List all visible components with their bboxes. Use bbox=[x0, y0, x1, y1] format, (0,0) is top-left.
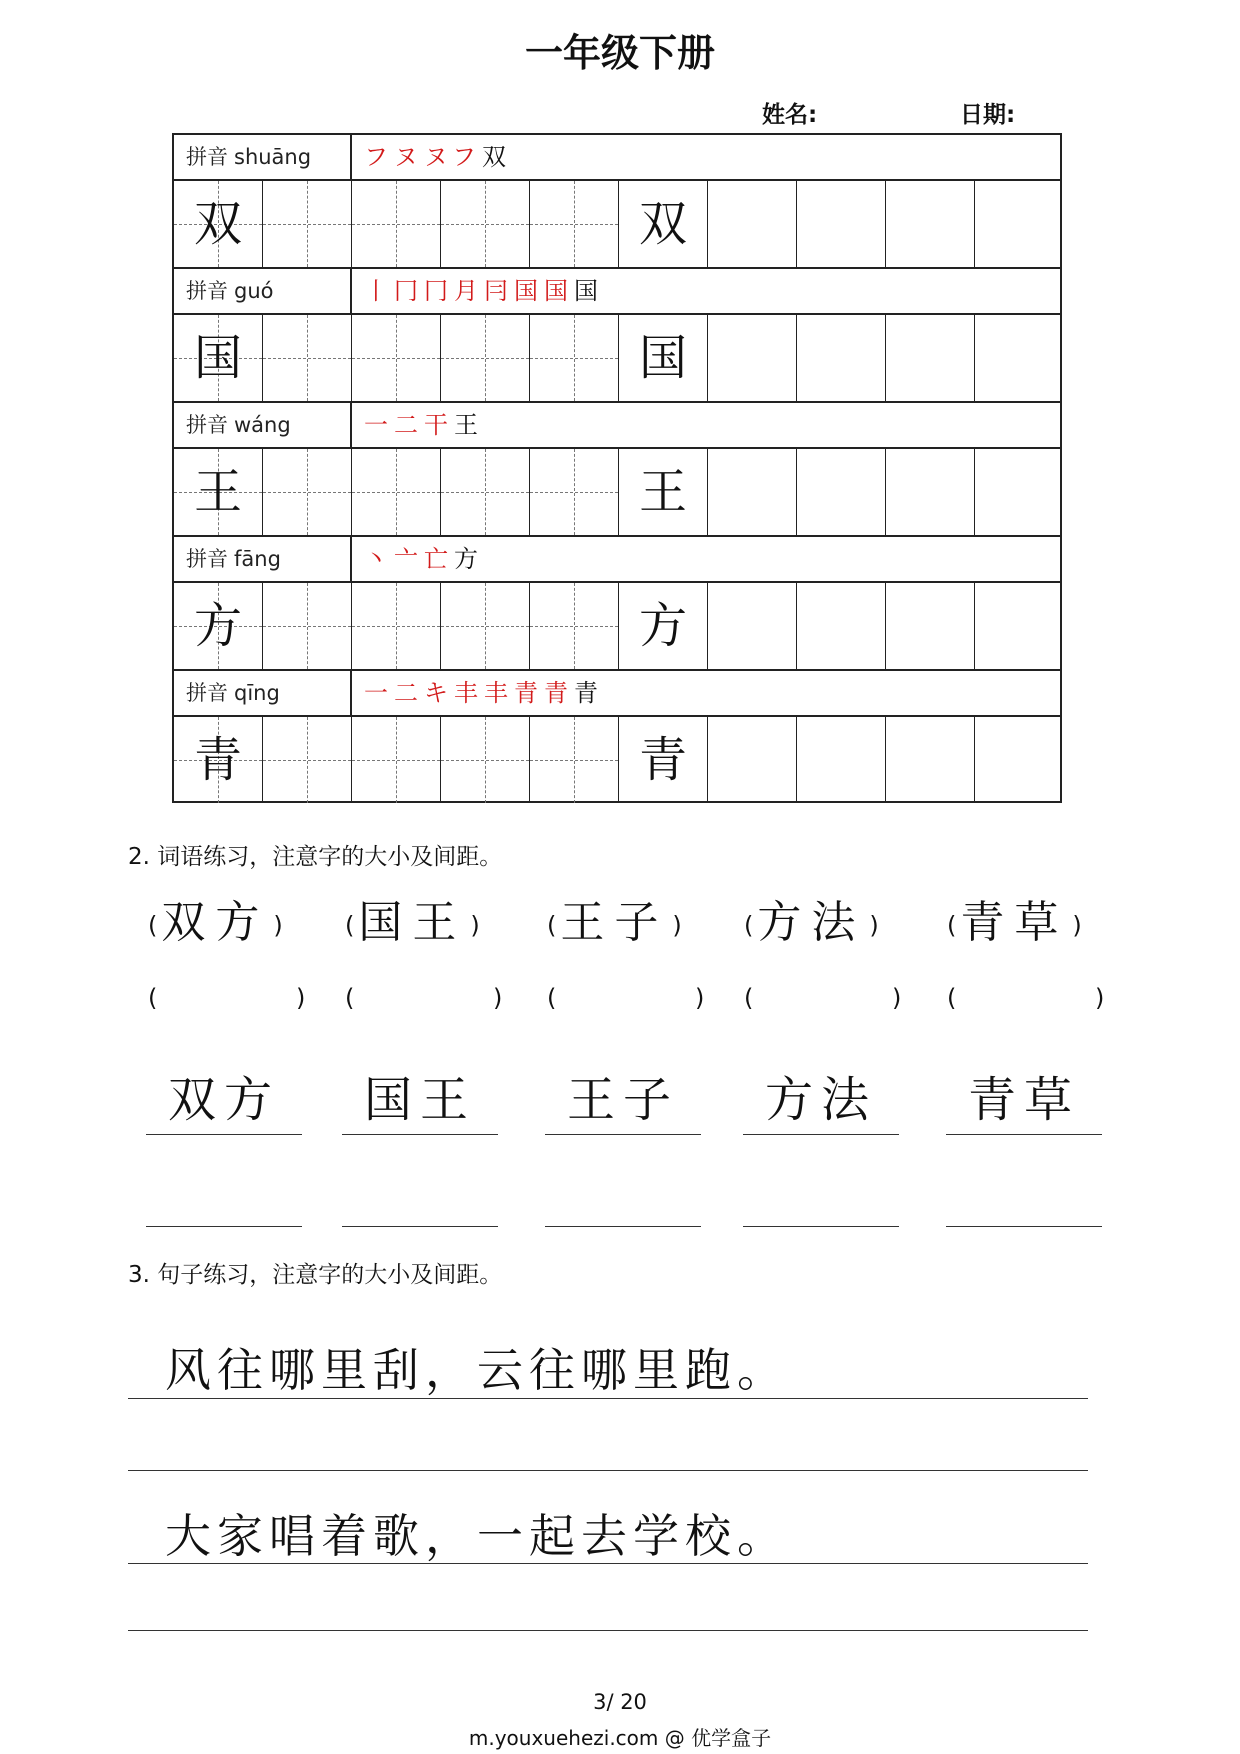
word-with-parens bbox=[148, 886, 283, 950]
word-model: 国王 bbox=[363, 1072, 476, 1128]
writing-cell bbox=[530, 583, 619, 669]
paren-close: ) bbox=[1072, 911, 1082, 940]
word-text: 双方 bbox=[161, 897, 270, 948]
stroke-step: 丶 bbox=[364, 545, 392, 573]
writing-cell bbox=[886, 181, 975, 267]
model-character: 青 bbox=[638, 732, 687, 788]
pinyin-value: guó bbox=[234, 279, 274, 303]
writing-cell bbox=[352, 717, 441, 803]
trace-char-cell bbox=[619, 315, 708, 401]
paren-open: ( bbox=[345, 911, 355, 940]
writing-cell bbox=[975, 181, 1064, 267]
writing-cell bbox=[352, 583, 441, 669]
pinyin-value: wáng bbox=[234, 413, 291, 437]
stroke-step: 丨 bbox=[364, 277, 392, 305]
writing-line bbox=[743, 1226, 899, 1227]
paren-close: ) bbox=[493, 984, 503, 1012]
writing-line bbox=[128, 1630, 1088, 1631]
pinyin-label: 拼音 bbox=[186, 547, 228, 571]
writing-cell bbox=[441, 315, 530, 401]
pinyin-value: shuāng bbox=[234, 145, 312, 169]
writing-line bbox=[146, 1226, 302, 1227]
paren-close: ) bbox=[470, 911, 480, 940]
writing-line bbox=[946, 1134, 1102, 1135]
writing-row bbox=[172, 179, 1062, 267]
model-character: 双 bbox=[193, 196, 242, 252]
writing-line bbox=[743, 1134, 899, 1135]
paren-open: ( bbox=[744, 984, 754, 1012]
character-practice-table bbox=[172, 133, 1062, 803]
writing-cell bbox=[708, 315, 797, 401]
writing-cell bbox=[975, 315, 1064, 401]
sentence-model: 风往哪里刮，云往哪里跑。 bbox=[165, 1343, 789, 1397]
stroke-step: フ bbox=[364, 143, 392, 171]
word-with-parens bbox=[947, 886, 1082, 950]
pinyin-cell bbox=[174, 135, 352, 179]
writing-cell bbox=[886, 449, 975, 535]
trace-char-cell bbox=[619, 717, 708, 803]
name-label: 姓名: bbox=[762, 102, 818, 128]
paren-close: ) bbox=[1095, 984, 1105, 1012]
word-model: 王子 bbox=[566, 1072, 679, 1128]
section3-title: 3. 句子练习，注意字的大小及间距。 bbox=[128, 1262, 503, 1288]
writing-cell bbox=[975, 717, 1064, 803]
stroke-step: 王 bbox=[454, 411, 482, 439]
model-char-cell bbox=[174, 449, 263, 535]
stroke-step: 二 bbox=[394, 679, 422, 707]
writing-cell bbox=[441, 717, 530, 803]
writing-cell bbox=[708, 181, 797, 267]
stroke-step: 青 bbox=[514, 679, 542, 707]
stroke-step: 冂 bbox=[394, 277, 422, 305]
paren-close: ) bbox=[672, 911, 682, 940]
stroke-step: 双 bbox=[482, 143, 510, 171]
stroke-step: 丰 bbox=[454, 679, 482, 707]
paren-open: ( bbox=[345, 984, 355, 1012]
writing-cell bbox=[263, 717, 352, 803]
writing-cell bbox=[530, 449, 619, 535]
stroke-step: 青 bbox=[544, 679, 572, 707]
writing-cell bbox=[708, 583, 797, 669]
writing-cell bbox=[263, 583, 352, 669]
writing-cell bbox=[352, 315, 441, 401]
model-character: 国 bbox=[193, 330, 242, 386]
paren-open: ( bbox=[947, 984, 957, 1012]
stroke-step: ヌ bbox=[394, 143, 422, 171]
writing-cell bbox=[886, 315, 975, 401]
stroke-order bbox=[364, 537, 484, 581]
writing-cell bbox=[797, 583, 886, 669]
word-with-parens bbox=[744, 886, 879, 950]
writing-cell bbox=[886, 717, 975, 803]
word-text: 王子 bbox=[560, 897, 669, 948]
paren-close: ) bbox=[869, 911, 879, 940]
model-character: 方 bbox=[638, 598, 687, 654]
writing-cell bbox=[886, 583, 975, 669]
stroke-step: 一 bbox=[364, 679, 392, 707]
writing-cell bbox=[441, 583, 530, 669]
sentence-model: 大家唱着歌，一起去学校。 bbox=[165, 1509, 789, 1563]
model-character: 青 bbox=[193, 732, 242, 788]
pinyin-label: 拼音 bbox=[186, 413, 228, 437]
stroke-step: 方 bbox=[454, 545, 482, 573]
word-model: 双方 bbox=[167, 1072, 280, 1128]
stroke-step: 国 bbox=[574, 277, 602, 305]
paren-open: ( bbox=[148, 984, 158, 1012]
writing-cell bbox=[975, 449, 1064, 535]
writing-line bbox=[342, 1226, 498, 1227]
writing-line bbox=[946, 1226, 1102, 1227]
stroke-step: ヌフ bbox=[424, 143, 480, 171]
writing-line bbox=[545, 1226, 701, 1227]
stroke-step: 亠 bbox=[394, 545, 422, 573]
pinyin-row bbox=[172, 535, 1062, 581]
model-char-cell bbox=[174, 717, 263, 803]
pinyin-row bbox=[172, 401, 1062, 447]
pinyin-cell bbox=[174, 537, 352, 581]
footer-watermark: m.youxuehezi.com @ 优学盒子 bbox=[468, 1726, 772, 1750]
writing-cell bbox=[263, 449, 352, 535]
word-text: 方法 bbox=[757, 897, 866, 948]
writing-cell bbox=[263, 181, 352, 267]
writing-cell bbox=[530, 181, 619, 267]
stroke-step: 国 bbox=[544, 277, 572, 305]
pinyin-row bbox=[172, 669, 1062, 715]
paren-close: ) bbox=[273, 911, 283, 940]
paren-open: ( bbox=[947, 911, 957, 940]
paren-open: ( bbox=[744, 911, 754, 940]
paren-open: ( bbox=[547, 984, 557, 1012]
word-with-parens bbox=[547, 886, 682, 950]
pinyin-cell bbox=[174, 403, 352, 447]
model-char-cell bbox=[174, 583, 263, 669]
writing-cell bbox=[530, 717, 619, 803]
writing-cell bbox=[530, 315, 619, 401]
trace-char-cell bbox=[619, 181, 708, 267]
stroke-step: 亡 bbox=[424, 545, 452, 573]
writing-cell bbox=[708, 449, 797, 535]
writing-row bbox=[172, 447, 1062, 535]
model-character: 王 bbox=[193, 464, 242, 520]
model-char-cell bbox=[174, 181, 263, 267]
stroke-order bbox=[364, 403, 484, 447]
writing-cell bbox=[352, 181, 441, 267]
date-label: 日期: bbox=[960, 102, 1016, 128]
word-model: 青草 bbox=[967, 1072, 1080, 1128]
stroke-step: 冂 bbox=[424, 277, 452, 305]
writing-line bbox=[342, 1134, 498, 1135]
stroke-order bbox=[364, 135, 512, 179]
stroke-step: 干 bbox=[424, 411, 452, 439]
writing-cell bbox=[975, 583, 1064, 669]
word-text: 青草 bbox=[960, 897, 1069, 948]
paren-close: ) bbox=[892, 984, 902, 1012]
stroke-step: キ bbox=[424, 679, 452, 707]
pinyin-value: qīng bbox=[234, 681, 280, 705]
pinyin-label: 拼音 bbox=[186, 145, 228, 169]
writing-cell bbox=[797, 449, 886, 535]
stroke-order bbox=[364, 671, 604, 715]
writing-cell bbox=[441, 181, 530, 267]
model-character: 王 bbox=[638, 464, 687, 520]
stroke-step: 冃 bbox=[484, 277, 512, 305]
pinyin-label: 拼音 bbox=[186, 279, 228, 303]
writing-cell bbox=[797, 717, 886, 803]
stroke-step: 月 bbox=[454, 277, 482, 305]
paren-close: ) bbox=[296, 984, 306, 1012]
trace-char-cell bbox=[619, 583, 708, 669]
writing-row bbox=[172, 313, 1062, 401]
paren-close: ) bbox=[695, 984, 705, 1012]
model-char-cell bbox=[174, 315, 263, 401]
trace-char-cell bbox=[619, 449, 708, 535]
writing-line bbox=[146, 1134, 302, 1135]
stroke-step: 青 bbox=[574, 679, 602, 707]
pinyin-label: 拼音 bbox=[186, 681, 228, 705]
writing-cell bbox=[263, 315, 352, 401]
stroke-step: 二 bbox=[394, 411, 422, 439]
writing-row bbox=[172, 715, 1062, 803]
pinyin-value: fāng bbox=[234, 547, 281, 571]
word-text: 国王 bbox=[358, 897, 467, 948]
writing-row bbox=[172, 581, 1062, 669]
pinyin-row bbox=[172, 267, 1062, 313]
writing-cell bbox=[441, 449, 530, 535]
section2-title: 2. 词语练习，注意字的大小及间距。 bbox=[128, 844, 503, 870]
writing-line bbox=[128, 1398, 1088, 1399]
word-with-parens bbox=[345, 886, 480, 950]
stroke-step: 国 bbox=[514, 277, 542, 305]
pinyin-cell bbox=[174, 269, 352, 313]
model-character: 双 bbox=[638, 196, 687, 252]
stroke-order bbox=[364, 269, 604, 313]
writing-cell bbox=[352, 449, 441, 535]
paren-open: ( bbox=[547, 911, 557, 940]
model-character: 方 bbox=[193, 598, 242, 654]
writing-cell bbox=[708, 717, 797, 803]
page-title: 一年级下册 bbox=[524, 31, 715, 75]
writing-line bbox=[128, 1563, 1088, 1564]
pinyin-cell bbox=[174, 671, 352, 715]
pinyin-row bbox=[172, 133, 1062, 179]
word-model: 方法 bbox=[764, 1072, 877, 1128]
paren-open: ( bbox=[148, 911, 158, 940]
page-number: 3/ 20 bbox=[593, 1690, 647, 1714]
stroke-step: 一 bbox=[364, 411, 392, 439]
stroke-step: 丰 bbox=[484, 679, 512, 707]
writing-cell bbox=[797, 315, 886, 401]
writing-cell bbox=[797, 181, 886, 267]
writing-line bbox=[128, 1470, 1088, 1471]
writing-line bbox=[545, 1134, 701, 1135]
model-character: 国 bbox=[638, 330, 687, 386]
